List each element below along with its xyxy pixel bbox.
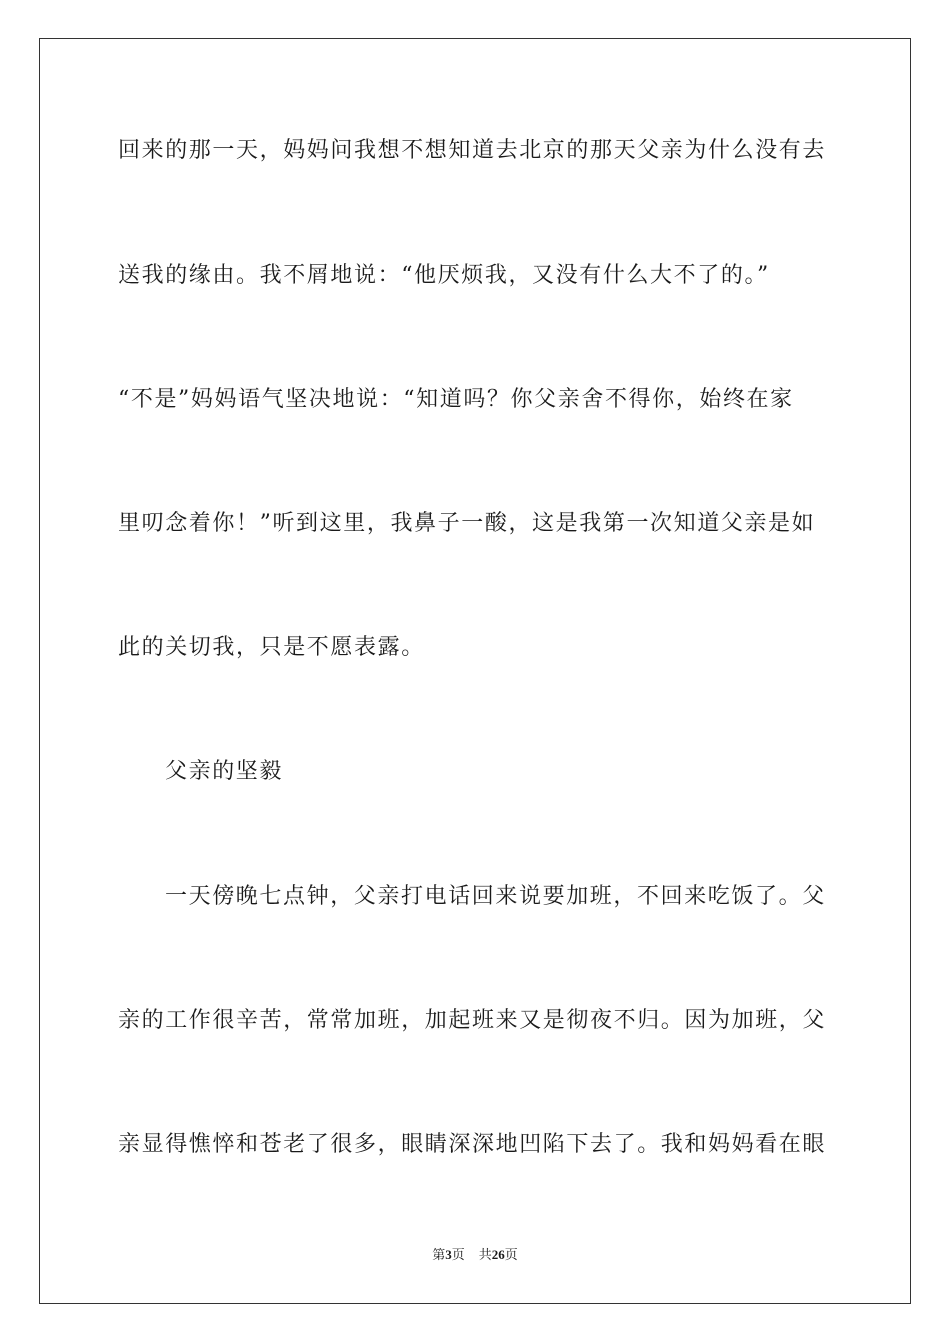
page-suffix: 页 (451, 1248, 465, 1263)
body-text-line: 亲显得憔悴和苍老了很多，眼睛深深地凹陷下去了。我和妈妈看在眼 (118, 1132, 827, 1157)
section-heading: 父亲的坚毅 (165, 759, 284, 784)
body-text-line: 亲的工作很辛苦，常常加班，加起班来又是彻夜不归。因为加班，父 (118, 1008, 827, 1033)
body-text-line: 回来的那一天，妈妈问我想不想知道去北京的那天父亲为什么没有去 (118, 138, 827, 163)
total-suffix: 页 (504, 1248, 518, 1263)
body-text-line: 送我的缘由。我不屑地说：“他厌烦我，又没有什么大不了的。” (118, 263, 770, 288)
page-prefix: 第 (432, 1248, 446, 1263)
page-footer (0, 1246, 950, 1265)
total-prefix: 共 (478, 1248, 492, 1263)
body-text-line: 此的关切我，只是不愿表露。 (118, 635, 425, 660)
total-pages: 26 (491, 1247, 505, 1262)
page-border (39, 38, 911, 1304)
body-text-line: 里叨念着你！”听到这里，我鼻子一酸，这是我第一次知道父亲是如 (118, 511, 816, 536)
page-number: 3 (445, 1247, 452, 1262)
body-text-line: “不是”妈妈语气坚决地说：“知道吗？你父亲舍不得你，始终在家 (118, 387, 794, 412)
body-text-line: 一天傍晚七点钟，父亲打电话回来说要加班，不回来吃饭了。父 (165, 884, 826, 909)
